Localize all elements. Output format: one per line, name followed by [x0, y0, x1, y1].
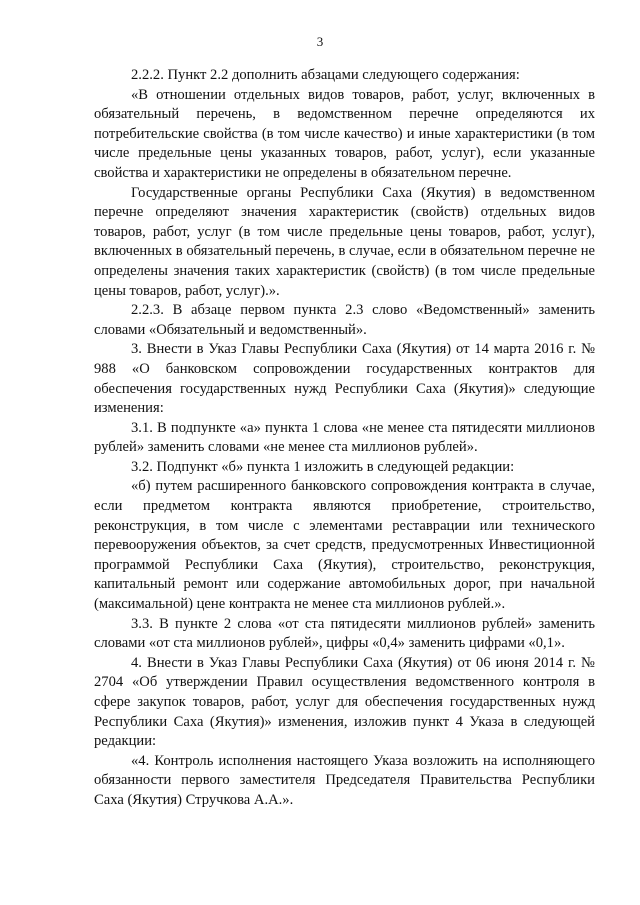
paragraph-quote-properties: «В отношении отдельных видов товаров, работ, услуг, включенных в обязательный перечень, в ведомственном перечне определяются их потребительские свойства (в том числе качество) и иные характеристики (в том числе предельные цены указанных товаров, работ, услуг), если указанные свойства и характеристики не определены в обязательном перечне. [94, 86, 595, 181]
paragraph-state-bodies: Государственные органы Республики Саха (Якутия) в ведомственном перечне определяют значения характеристик (свойств) отдельных видов товаров, работ, услуг (в том числе предельные цены товаров, работ, услуг), включенных в обязательный перечень, в случае, если в обязательном перечне не определены значения таких характеристик (свойств) (в том числе предельные цены товаров, работ, услуг).». [94, 184, 595, 299]
paragraph-3-3: 3.3. В пункте 2 слова «от ста пятидесяти миллионов рублей» заменить словами «от ста миллионов рублей», цифры «0,4» заменить цифрами «0,1». [94, 615, 595, 652]
paragraph-2-2-3: 2.2.3. В абзаце первом пункта 2.3 слово «Ведомственный» заменить словами «Обязательный и ведомственный». [94, 302, 595, 338]
paragraph-quote-control: «4. Контроль исполнения настоящего Указа возложить на исполняющего обязанности первого заместителя Председателя Правительства Республики Саха (Якутия) Стручкова А.А.». [94, 752, 595, 808]
paragraph-2-2-2: 2.2.2. Пункт 2.2 дополнить абзацами следующего содержания: [131, 67, 520, 83]
paragraph-3-2: 3.2. Подпункт «б» пункта 1 изложить в следующей редакции: [131, 458, 515, 475]
paragraph-3-1: 3.1. В подпункте «а» пункта 1 слова «не менее ста пятидесяти миллионов рублей» заменить словами «не менее ста миллионов рублей». [94, 419, 595, 456]
paragraph-subpoint-b: «б) путем расширенного банковского сопровождения контракта в случае, если предметом контракта являются приобретение, строительство, реконструкция, в том числе с элементами реставрации или технического перевооружения объектов, за счет средств, предусмотренных Инвестиционной программой Республики Саха (Якутия), строительство, реконструкция, капитальный ремонт или содержание автомобильных дорог, при начальной (максимальной) цене контракта не менее ста миллионов рублей.». [94, 478, 595, 613]
paragraph-3: 3. Внести в Указ Главы Республики Саха (Якутия) от 14 марта 2016 г. № 988 «О банковском сопровождении государственных контрактов для обеспечения государственных нужд Республики Саха (Якутия)» следующие изменения: [94, 341, 595, 417]
document-body [94, 66, 595, 811]
page-number: 3 [316, 34, 324, 49]
paragraph-4: 4. Внести в Указ Главы Республики Саха (Якутия) от 06 июня 2014 г. № 2704 «Об утверждении Правил осуществления ведомственного контроля в сфере закупок товаров, работ, услуг для обеспечения государственных нужд Республики Саха (Якутия)» изменения, изложив пункт 4 Указа в следующей редакции: [94, 654, 595, 750]
